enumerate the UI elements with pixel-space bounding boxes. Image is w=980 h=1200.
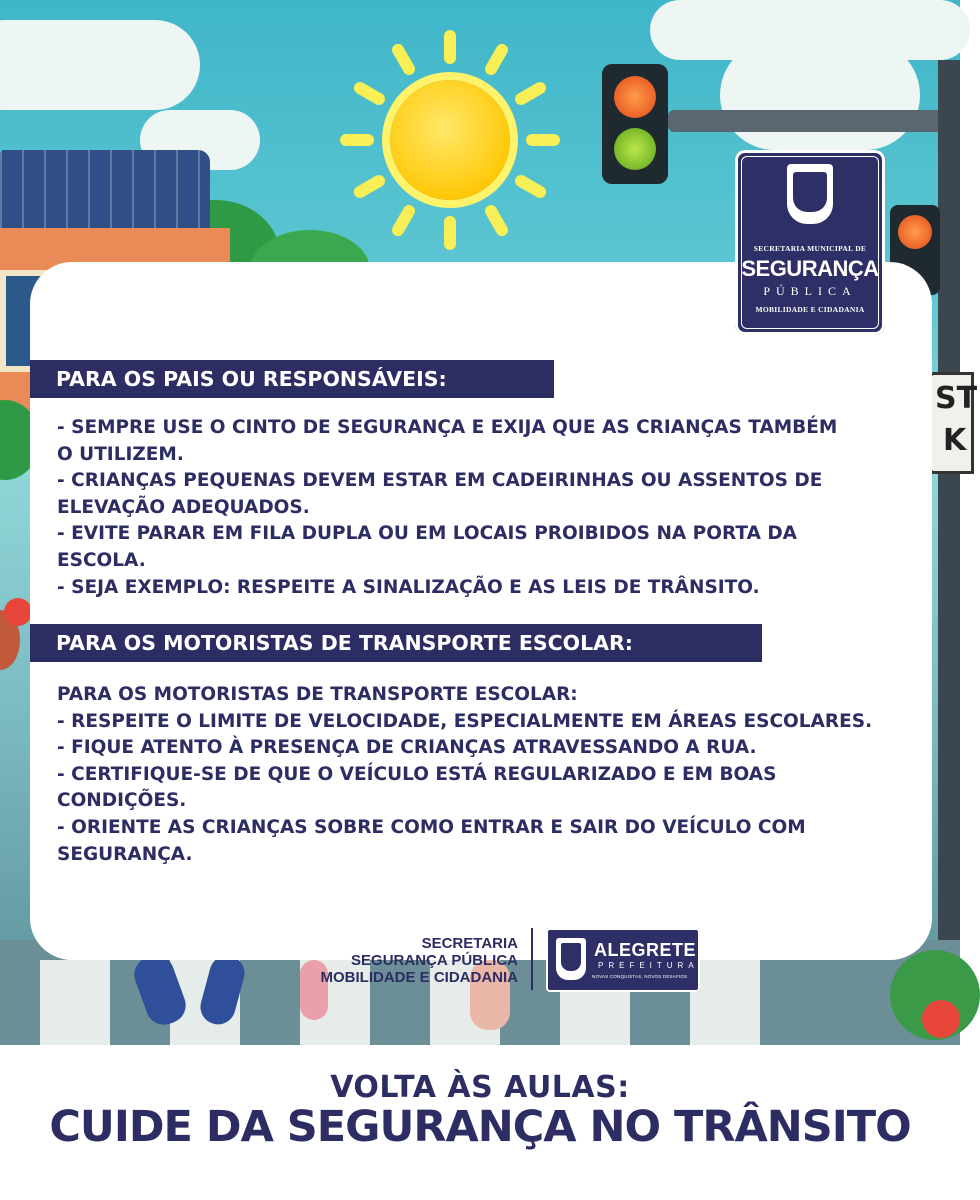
secretaria-label	[321, 935, 519, 986]
section2-title: PARA OS MOTORISTAS DE TRANSPORTE ESCOLAR:	[30, 624, 762, 662]
sign-text: ST	[935, 381, 978, 416]
section1-line: - SEJA EXEMPLO: RESPEITE A SINALIZAÇÃO E AS LEIS DE TRÂNSITO.	[57, 576, 760, 598]
coat-of-arms-icon	[787, 164, 833, 224]
section2-line: SEGURANÇA.	[57, 843, 193, 865]
section2-line: - RESPEITE O LIMITE DE VELOCIDADE, ESPECIALMENTE EM ÁREAS ESCOLARES.	[57, 710, 873, 732]
flower-icon	[4, 598, 32, 626]
section1-line: - SEMPRE USE O CINTO DE SEGURANÇA E EXIJA QUE AS CRIANÇAS TAMBÉM	[57, 417, 838, 438]
light-pole	[938, 60, 960, 960]
section1-line: ESCOLA.	[57, 549, 146, 571]
school-roof	[0, 150, 210, 230]
section1-line: ELEVAÇÃO ADEQUADOS.	[57, 496, 310, 518]
badge-line3: PÚBLICA	[763, 284, 857, 298]
section1-title: PARA OS PAIS OU RESPONSÁVEIS:	[30, 360, 554, 398]
secretaria-label-line3: MOBILIDADE E CIDADANIA	[320, 969, 518, 986]
crosswalk-stripe	[40, 960, 110, 1045]
headline-line2: CUIDE DA SEGURANÇA NO TRÂNSITO	[49, 1102, 911, 1152]
flower-icon	[922, 1000, 960, 1038]
section2-line: PARA OS MOTORISTAS DE TRANSPORTE ESCOLAR:	[57, 684, 578, 705]
alegrete-sub: PREFEITURA	[598, 961, 699, 970]
section1-line: - CRIANÇAS PEQUENAS DEVEM ESTAR EM CADEIRINHAS OU ASSENTOS DE	[57, 470, 823, 492]
secretaria-badge	[735, 150, 885, 335]
alegrete-tagline: NOVAS CONQUISTAS, NOVOS DESAFIOS	[592, 974, 688, 979]
cloud	[720, 40, 920, 150]
section1-text	[57, 415, 917, 601]
badge-line4: MOBILIDADE E CIDADANIA	[755, 305, 865, 314]
section1-line: - EVITE PARAR EM FILA DUPLA OU EM LOCAIS PROIBIDOS NA PORTA DA	[57, 523, 797, 545]
cloud	[0, 20, 200, 110]
badge-line2: SEGURANÇA	[741, 256, 879, 281]
sign-text: K	[943, 423, 967, 458]
badge-line1: SECRETARIA MUNICIPAL DE	[753, 244, 867, 253]
alegrete-name: ALEGRETE	[594, 940, 697, 960]
secretaria-label-line2: SEGURANÇA PÚBLICA	[351, 952, 518, 969]
alegrete-logo	[546, 928, 700, 992]
section2-line: - CERTIFIQUE-SE DE QUE O VEÍCULO ESTÁ REGULARIZADO E EM BOAS	[57, 763, 777, 785]
coat-of-arms-icon	[556, 938, 586, 980]
logo-divider	[531, 928, 533, 990]
section2-line: - FIQUE ATENTO À PRESENÇA DE CRIANÇAS ATRAVESSANDO A RUA.	[57, 737, 757, 759]
section2-line: - ORIENTE AS CRIANÇAS SOBRE COMO ENTRAR E SAIR DO VEÍCULO COM	[57, 816, 806, 838]
section2-text	[57, 682, 917, 868]
sun-icon	[340, 30, 560, 250]
traffic-light-icon	[602, 64, 668, 184]
section1-line: O UTILIZEM.	[57, 443, 184, 465]
secretaria-label-line1: SECRETARIA	[421, 935, 518, 952]
street-sign	[928, 372, 978, 474]
section2-line: CONDIÇÕES.	[57, 790, 187, 812]
traffic-light-arm	[668, 110, 958, 132]
crosswalk-stripe	[690, 960, 760, 1045]
headline-line1: VOLTA ÀS AULAS:	[330, 1070, 630, 1105]
